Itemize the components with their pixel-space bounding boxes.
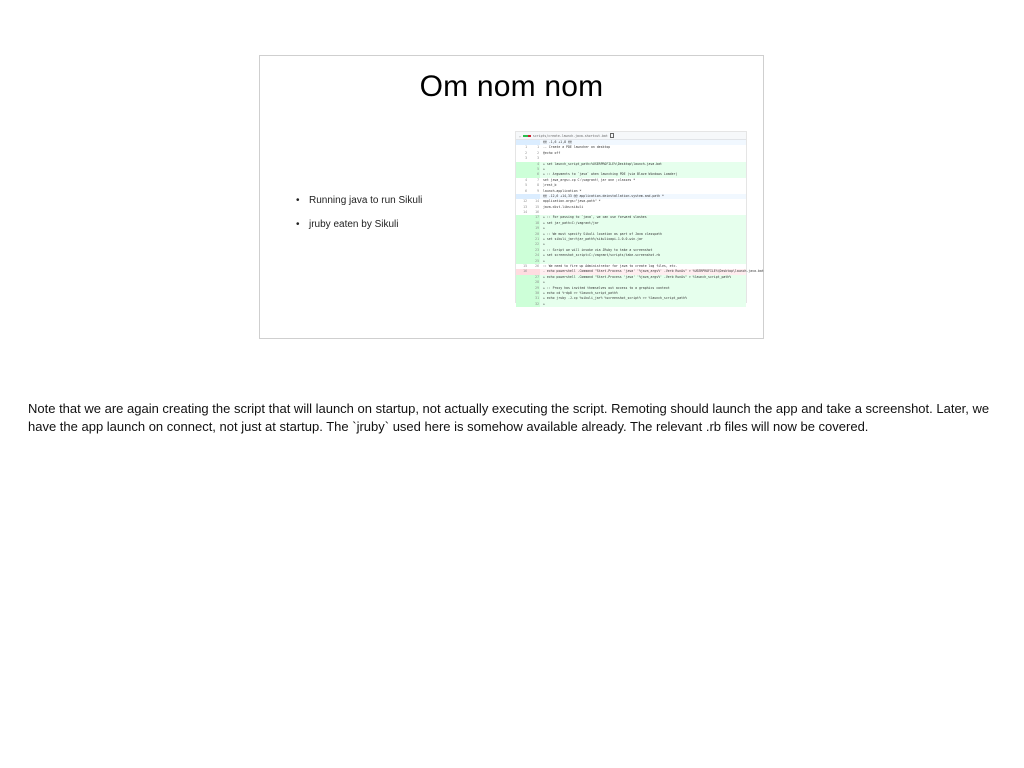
line-number-new: 26 <box>535 263 539 268</box>
diff-body <box>516 140 764 307</box>
diff-line <box>516 302 746 307</box>
code-line: @echo off <box>543 150 561 155</box>
line-number-new: 22 <box>528 242 540 247</box>
diffstat-bar <box>523 135 531 137</box>
code-line: + set screenshot_script=C:/vagrant/scripts/take-screenshot.rb <box>543 253 661 258</box>
line-number-old: 5 <box>525 183 527 188</box>
code-line: -- Create a PDE launcher on desktop <box>543 145 611 150</box>
code-line: + set launch_script_path=%USERPROFILE%\Desktop\launch-java.bat <box>543 161 662 166</box>
bullet-list <box>296 194 422 242</box>
line-number-new: 14 <box>535 199 539 204</box>
code-line: + <box>543 242 545 247</box>
line-number-old: 14 <box>523 210 527 215</box>
line-number-new: 21 <box>528 237 540 242</box>
bullet-item: • jruby eaten by Sikuli <box>296 218 422 242</box>
code-line: + :: Arguments to `java` when launching PDE (via Blaze Windows Loader) <box>543 172 678 177</box>
diff-line <box>516 275 746 280</box>
line-number-new: 8 <box>537 183 539 188</box>
line-number-new: 31 <box>528 296 540 301</box>
line-number-old: 15 <box>523 263 527 268</box>
line-number-new: 15 <box>535 204 539 209</box>
line-number-old: 13 <box>523 204 527 209</box>
code-line: + <box>543 166 545 171</box>
line-number-new: 27 <box>528 275 540 280</box>
code-line: + <box>543 258 545 263</box>
bullet-item: • Running java to run Sikuli <box>296 194 422 218</box>
line-number-new: 17 <box>528 215 540 220</box>
line-number-new: 30 <box>528 291 540 296</box>
code-line: set java_args=-cp C:\vagrant\ jar one ;classes * <box>543 177 636 182</box>
presenter-note: Note that we are again creating the script that will launch on startup, not actually executing the script. Remoting should launch the app and take a screenshot. Later, we have the app launch on connect, not just at startup. The `jruby` used here is somehow available already. The relevant .rb files will now be covered. <box>28 401 990 434</box>
code-line: + set jar_path=C:/vagrant/jar <box>543 220 599 225</box>
code-line: + :: For passing to `java`, we can use forward slashes <box>543 215 647 220</box>
code-line: - echo powershell -Command "Start-Process 'java' '%java_args%' -Verb RunAs" > %USERPROFILE%\Desktop\launch-java.bat <box>543 269 764 274</box>
line-number-old: 3 <box>525 156 527 161</box>
slide-title: Om nom nom <box>419 70 604 103</box>
line-number-new: 3 <box>537 156 539 161</box>
line-number-old: 6 <box>525 188 527 193</box>
chevron-down-icon: ⌄ <box>519 133 521 138</box>
code-line: @@ -12,6 +14,33 @@ application-deinstallation-system-and-path * <box>543 193 664 198</box>
line-number-new: 6 <box>528 172 540 177</box>
slide-thumbnail <box>259 55 764 339</box>
diff-file-header <box>516 132 746 140</box>
code-line: + <box>543 280 545 285</box>
line-number-new: 24 <box>528 253 540 258</box>
code-line: launch-application * <box>543 188 582 193</box>
code-line: )rest_b <box>543 183 557 188</box>
code-line: + echo jruby -J-cp %sikuli_jar% %screenshot_script% >> %launch_script_path% <box>543 296 687 301</box>
code-line: @@ -1,6 +1,8 @@ <box>543 140 572 144</box>
line-number-new: 2 <box>537 150 539 155</box>
line-number-new: 32 <box>528 302 540 307</box>
code-line: + set sikuli_jar=%jar_path%/sikulixapi-1.0.0-win.jar <box>543 237 643 242</box>
code-line: + :: Script we will invoke via JRuby to take a screenshot <box>543 247 653 252</box>
code-line: java-dist-libs=sikuli <box>543 204 584 209</box>
line-number-new: 18 <box>528 221 540 226</box>
line-number-new: 25 <box>528 259 540 264</box>
line-number-new: 29 <box>528 286 540 291</box>
code-line: + echo powershell -Command "Start-Process 'java' '%java_args%' -Verb RunAs" > %launch_script_path% <box>543 274 732 279</box>
line-number-new: 5 <box>528 167 540 172</box>
code-line: + :: We must specify Sikuli location as part of Java classpath <box>543 231 662 236</box>
copy-icon <box>610 133 615 138</box>
diff-screenshot <box>515 131 764 306</box>
code-line: + <box>543 226 545 231</box>
line-number-old: 16 <box>516 269 528 274</box>
line-number-new: 16 <box>535 210 539 215</box>
line-number-new: 19 <box>528 226 540 231</box>
file-path: scripts/create-launch-java-shortcut.bat <box>532 133 608 138</box>
code-line: application-args="java-path" * <box>543 199 601 204</box>
line-number-new: 9 <box>537 188 539 193</box>
code-line: + <box>543 301 545 306</box>
line-number-new: 1 <box>537 145 539 150</box>
line-number-new: 23 <box>528 248 540 253</box>
line-number-old: 4 <box>525 177 527 182</box>
line-number-new: 4 <box>528 162 540 167</box>
line-number-new: 20 <box>528 232 540 237</box>
line-number-new: 7 <box>537 177 539 182</box>
code-line: + echo cd %~dp0 >> %launch_script_path% <box>543 290 618 295</box>
line-number-new: 28 <box>528 280 540 285</box>
line-number-old: 1 <box>525 145 527 150</box>
line-number-old: 12 <box>523 199 527 204</box>
line-number-old: 2 <box>525 150 527 155</box>
code-line: :: We need to fire up Administrator for java to create log files, etc. <box>543 263 678 268</box>
code-line: + :: Proxy has invited themselves out access to a graphics context <box>543 285 670 290</box>
line-number-old <box>516 302 528 307</box>
